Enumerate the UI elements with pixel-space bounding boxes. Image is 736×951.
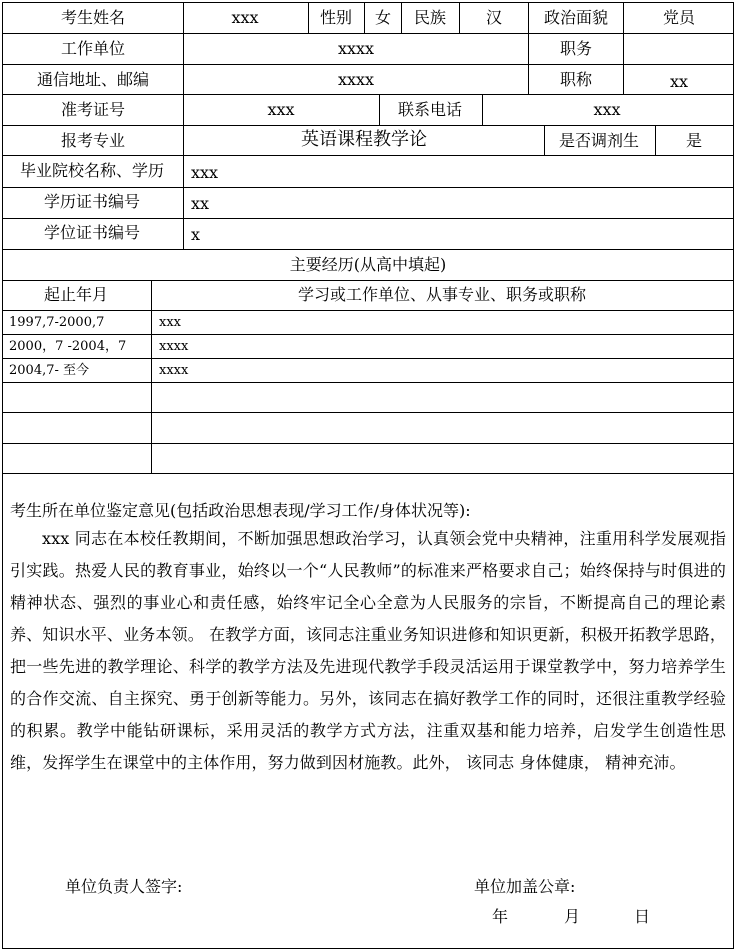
ticket-value: xxx: [267, 100, 295, 119]
row-divider: [2, 125, 734, 126]
col-divider: [544, 125, 545, 155]
col-divider: [459, 2, 460, 33]
degree-cert-value: xx: [191, 194, 210, 213]
row-divider: [2, 310, 734, 311]
experience-period: 2004,7- 至今: [9, 363, 90, 378]
row-divider: [2, 280, 734, 281]
row-divider: [2, 155, 734, 156]
date-month-label: 月: [564, 907, 581, 926]
ticket-label: 准考证号: [60, 100, 126, 119]
employer-label: 工作单位: [60, 39, 126, 58]
experience-period: 1997,7-2000,7: [9, 315, 105, 330]
name-label: 考生姓名: [60, 8, 126, 27]
seal-label: 单位加盖公章:: [474, 877, 576, 896]
col-divider: [482, 94, 483, 125]
col-divider: [364, 2, 365, 33]
col-divider: [183, 2, 184, 249]
experience-detail: xxxx: [159, 339, 189, 354]
address-label: 通信地址、邮编: [36, 70, 150, 89]
experience-title: 主要经历(从高中填起): [289, 255, 447, 274]
col-divider: [151, 280, 152, 473]
row-divider: [2, 334, 734, 335]
row-divider: [2, 187, 734, 188]
political-value: 党员: [662, 8, 696, 27]
row-divider: [2, 249, 734, 250]
row-divider: [2, 412, 734, 413]
employer-value: xxxx: [337, 39, 375, 58]
experience-period: 2000，7 -2004，7: [9, 339, 127, 354]
col-divider: [379, 94, 380, 125]
col-divider: [655, 125, 656, 155]
address-value: xxxx: [337, 70, 375, 89]
row-divider: [2, 94, 734, 95]
row-divider: [2, 473, 734, 474]
row-divider: [2, 358, 734, 359]
degree-cert-label: 学历证书编号: [43, 192, 141, 211]
position-label: 职务: [559, 39, 593, 58]
school-label: 毕业院校名称、学历: [19, 161, 165, 180]
diploma-cert-label: 学位证书编号: [43, 223, 141, 242]
experience-detail: xxxx: [159, 363, 189, 378]
col-divider: [401, 2, 402, 33]
title-label: 职称: [559, 70, 593, 89]
political-label: 政治面貌: [543, 8, 609, 27]
col-detail-header: 学习或工作单位、从事专业、职务或职称: [297, 285, 587, 304]
major-label: 报考专业: [60, 131, 126, 150]
row-divider: [2, 218, 734, 219]
date-year-label: 年: [492, 907, 509, 926]
col-period-header: 起止年月: [43, 285, 109, 304]
adjust-value: 是: [685, 131, 703, 150]
experience-detail: xxx: [159, 315, 181, 330]
signature-label: 单位负责人签字:: [65, 877, 183, 896]
name-value: xxx: [231, 8, 259, 27]
school-value: xxx: [191, 163, 219, 182]
col-divider: [623, 2, 624, 94]
gender-label: 性别: [319, 8, 353, 27]
row-divider: [2, 64, 734, 65]
row-divider: [2, 382, 734, 383]
date-day-label: 日: [634, 907, 651, 926]
row-divider: [2, 443, 734, 444]
phone-label: 联系电话: [397, 100, 463, 119]
gender-value: 女: [374, 8, 392, 27]
title-value: xx: [669, 72, 689, 91]
row-divider: [2, 33, 734, 34]
phone-value: xxx: [593, 100, 621, 119]
col-divider: [528, 2, 529, 94]
adjust-label: 是否调剂生: [558, 131, 640, 150]
diploma-cert-value: x: [191, 225, 201, 244]
col-divider: [308, 2, 309, 33]
assessment-heading: 考生所在单位鉴定意见(包括政治思想表现/学习工作/身体状况等):: [10, 501, 471, 520]
ethnicity-label: 民族: [413, 8, 447, 27]
assessment-body: xxx 同志在本校任教期间，不断加强思想政治学习，认真领会党中央精神，注重用科学发展观指引实践。热爱人民的教育事业，始终以一个“人民教师”的标准来严格要求自己；始终保持与时俱进的精神状态、强烈的事业心和责任感，始终牢记全心全意为人民服务的宗旨，不断提高自己的理论素养、知识水平、业务本领。 在教学方面，该同志注重业务知识进修和知识更新，积极开拓教学思路，把一些先进的教学理论、科学的教学方法及先进现代教学手段灵活运用于课堂教学中，努力培养学生的合作交流、自主探究、勇于创新等能力。另外，该同志在搞好教学工作的同时，还很注重教学经验的积累。教学中能钻研课标，采用灵活的教学方式方法，注重双基和能力培养，启发学生创造性思维，发挥学生在课堂中的主体作用，努力做到因材施教。此外， 该同志 身体健康， 精神充沛。: [10, 529, 726, 772]
ethnicity-value: 汉: [485, 8, 503, 27]
major-value: 英语课程教学论: [301, 129, 427, 150]
